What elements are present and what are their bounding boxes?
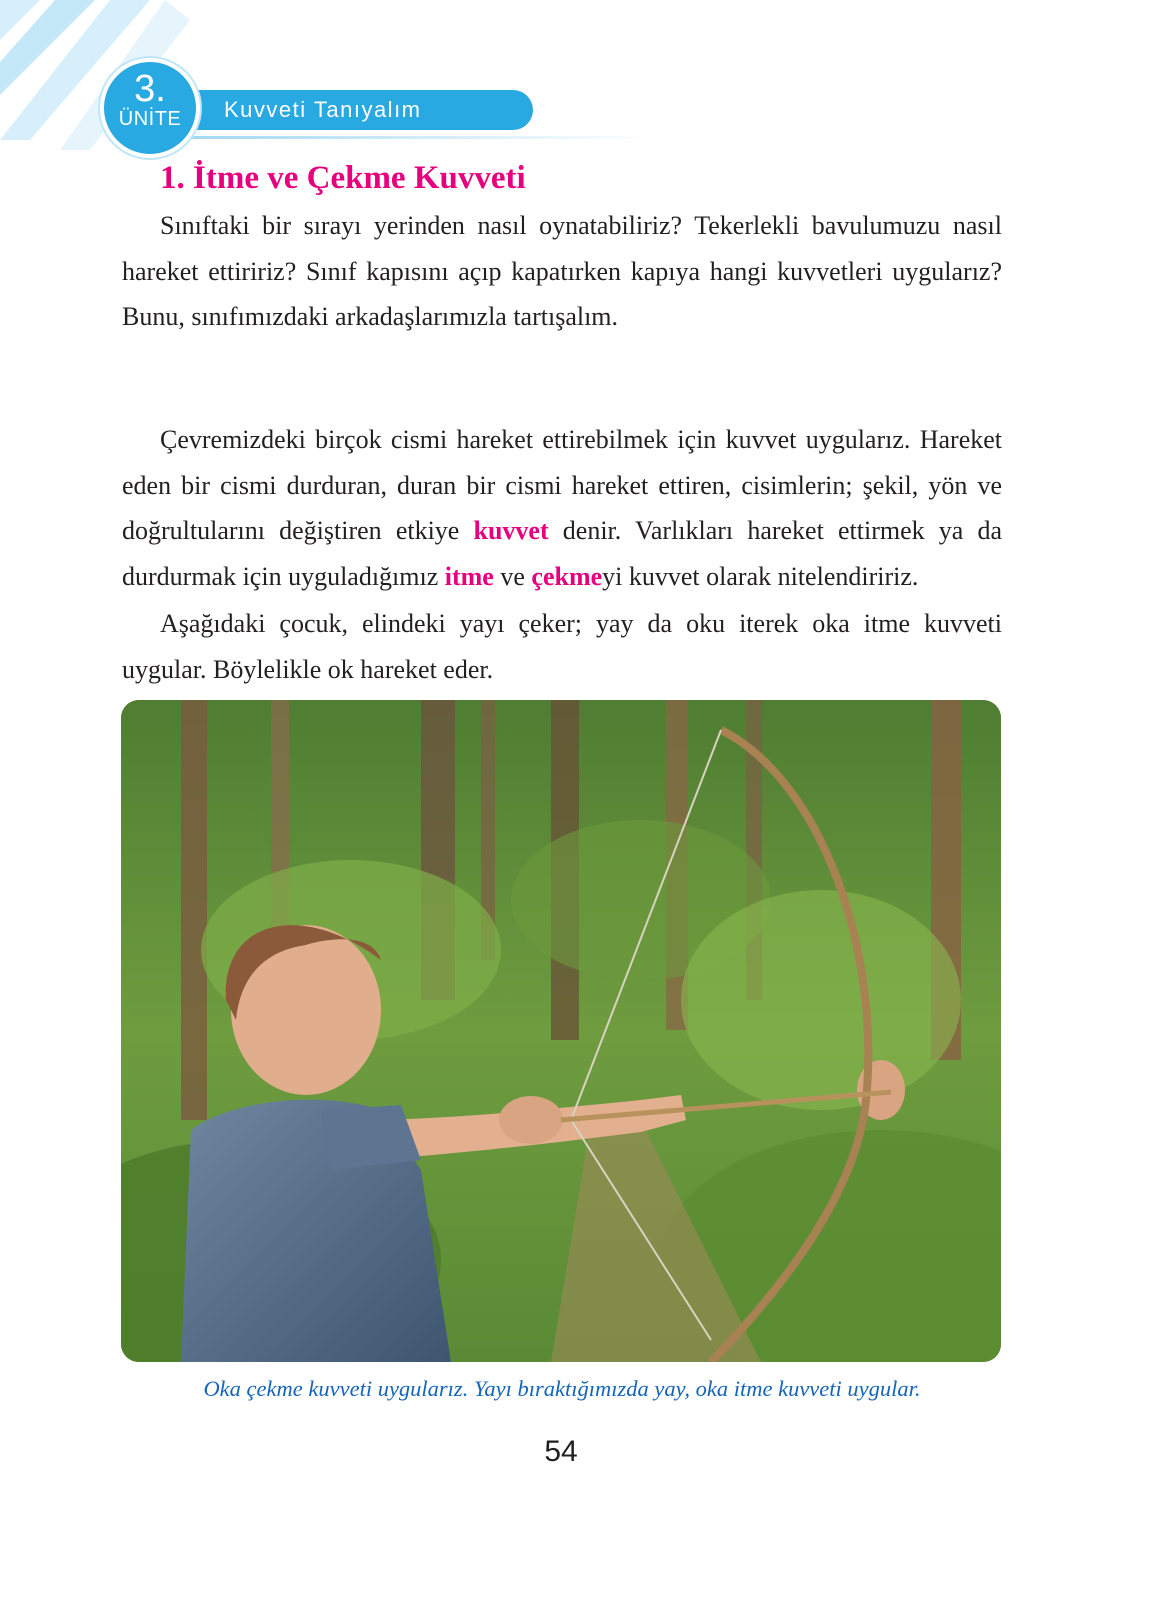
paragraph-definition (122, 417, 1002, 599)
paragraph-text: yi kuvvet olarak nitelendiririz. (602, 561, 919, 591)
paragraph-text: denir. Varlıkları hareket ettirmek ya da durdurmak için uyguladığımız (122, 516, 1003, 591)
term-itme: itme (444, 561, 494, 591)
section-title: 1. İtme ve Çekme Kuvveti (160, 160, 526, 196)
paragraph-intro: Sınıftaki bir sırayı yerinden nasıl oynatabiliriz? Tekerlekli bavulumuzu nasıl hareket ettiririz? Sınıf kapısını açıp kapatırken kapıya hangi kuvvetleri uygularız? Bunu, sınıfımızdaki arkadaşlarımızla tartışalım. (122, 211, 1002, 331)
page-number: 54 (544, 1435, 578, 1468)
term-kuvvet: kuvvet (473, 516, 549, 545)
term-cekme: çekme (531, 561, 603, 591)
paragraph-text: Çevremizdeki birçok cismi hareket ettirebilmek için kuvvet uygularız. Hareket eden bir cismi durduran, duran bir cismi hareket ettiren, cisimlerin; şekil, yön ve doğrultularını değiştiren etkiye (122, 425, 1002, 545)
paragraph-example: Aşağıdaki çocuk, elindeki yayı çeker; yay da oku iterek oka itme kuvveti uygular. Böylelikle ok hareket eder. (122, 609, 1002, 684)
unit-number: 3. (134, 68, 166, 110)
archer-photo (121, 700, 1001, 1362)
unit-badge (100, 58, 200, 158)
paragraph-text: ve (493, 561, 532, 591)
unit-title: Kuvveti Tanıyalım (224, 97, 422, 122)
unit-label: ÜNİTE (118, 108, 182, 130)
title-underline (178, 136, 658, 139)
archer-illustration (121, 700, 1001, 1362)
photo-caption: Oka çekme kuvveti uygularız. Yayı bıraktığımızda yay, oka itme kuvveti uygular. (203, 1376, 921, 1401)
